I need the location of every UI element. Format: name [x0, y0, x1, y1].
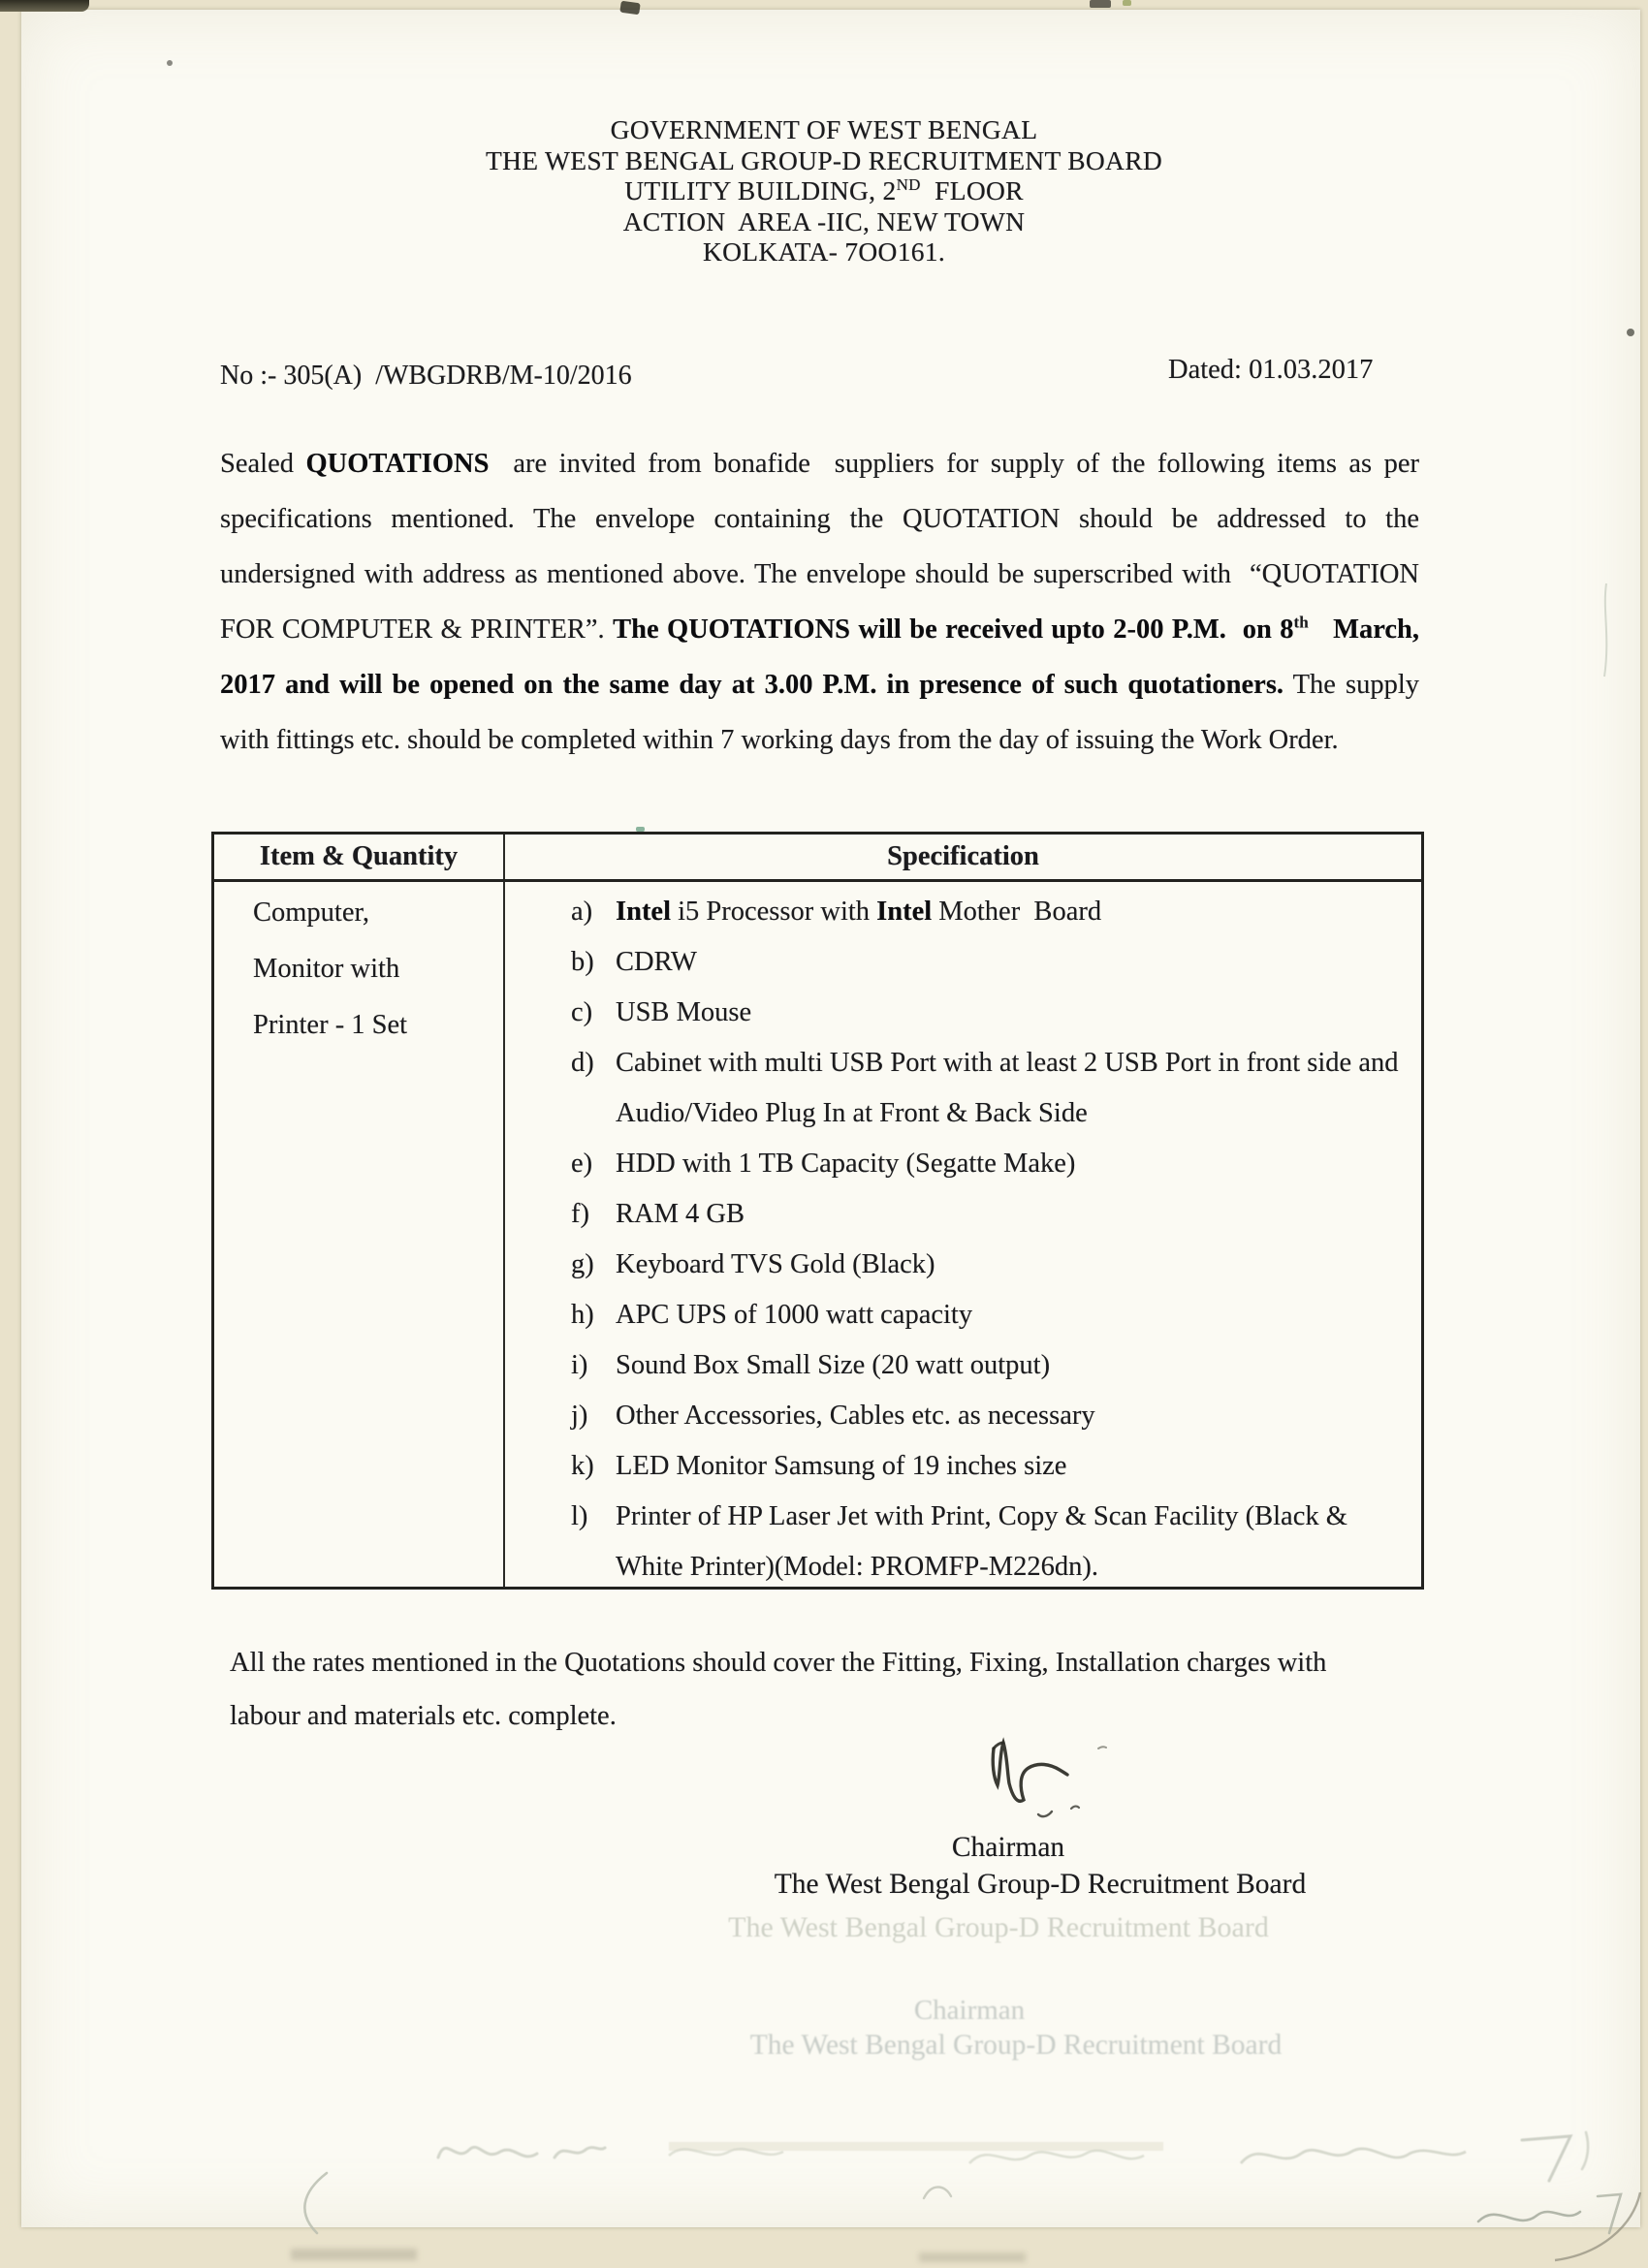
spec-text: RAM 4 GB [616, 1199, 745, 1229]
table-header-item-quantity: Item & Quantity [259, 841, 459, 871]
spec-a-text-1: i5 Processor with [671, 897, 877, 927]
spec-a-text-2: Mother Board [932, 897, 1102, 927]
spec-a-bold-2: Intel [876, 897, 933, 927]
spec-item-f [505, 1189, 1417, 1240]
spec-item-d [505, 1038, 1417, 1139]
spec-label: j) [571, 1401, 588, 1431]
spec-item-k [505, 1441, 1417, 1492]
letterhead-line-city: KOLKATA- 7OO161. [702, 236, 946, 267]
spec-item-b [505, 937, 1417, 988]
spec-text: Sound Box Small Size (20 watt output) [616, 1350, 1051, 1380]
para-run-quotations-bold: QUOTATIONS [305, 449, 490, 479]
spec-item-e [505, 1139, 1417, 1189]
spec-label: k) [571, 1451, 594, 1481]
spec-text: Keyboard TVS Gold (Black) [616, 1249, 935, 1279]
spec-text: Other Accessories, Cables etc. as necessary [616, 1401, 1095, 1431]
spec-label: g) [571, 1249, 594, 1279]
ghost-chairman-line: Chairman [913, 1995, 1026, 2026]
building-suffix: FLOOR [920, 175, 1024, 205]
scan-smudge-bottom-2 [919, 2252, 1026, 2262]
spec-text: USB Mouse [616, 997, 752, 1027]
building-prefix: UTILITY BUILDING, 2 [624, 175, 897, 205]
spec-label: f) [571, 1199, 589, 1229]
pencil-arc-left [286, 2169, 344, 2237]
spec-text: LED Monitor Samsung of 19 inches size [616, 1451, 1067, 1481]
para-run-3: are invited from bonafide suppliers for supply of the following items as per specifications mentioned. The envelope containing the QUOTATION should be addressed to the undersigned with address as mentioned above. The envelope should be superscribed with “QUOTATION FOR COMPUTER & PRINTER”. [220, 449, 1420, 645]
para-run-th-sup: th [1293, 613, 1309, 632]
spec-text: Printer of HP Laser Jet with Print, Copy & Scan Facility (Black & White Printer)(Model: PROMFP-M226dn). [616, 1501, 1347, 1582]
reference-number: No :- 305(A) /WBGDRB/M-10/2016 [220, 361, 632, 391]
scan-edge-artifact-topleft [0, 0, 89, 12]
spec-item-a [505, 887, 1417, 937]
spec-item-h [505, 1290, 1417, 1340]
spec-label: b) [571, 947, 594, 977]
spec-label: e) [571, 1149, 593, 1179]
scan-scratch-right [1600, 582, 1613, 678]
scan-speck-green-table [636, 827, 645, 832]
date-line: Dated: 01.03.2017 [1168, 355, 1374, 385]
spec-text: APC UPS of 1000 watt capacity [616, 1300, 973, 1330]
scan-speck-top-2 [1090, 0, 1111, 8]
spec-item-l [505, 1492, 1417, 1592]
letterhead-line-area: ACTION AREA -IIC, NEW TOWN [622, 205, 1026, 236]
spec-item-g [505, 1240, 1417, 1290]
spec-label: h) [571, 1300, 594, 1330]
ghost-organization-line-2: The West Bengal Group-D Recruitment Board [749, 2030, 1283, 2061]
item-quantity-cell [214, 885, 540, 1054]
scan-smudge-bottom-1 [291, 2249, 417, 2260]
rates-note: All the rates mentioned in the Quotations should cover the Fitting, Fixing, Installation charges with labour and materials etc. complete. [230, 1648, 1327, 1731]
spec-label: i) [571, 1350, 588, 1380]
item-line-2: Monitor with [253, 954, 400, 984]
spec-text: Cabinet with multi USB Port with at least 2 USB Port in front side and Audio/Video Plug In at Front & Back Side [616, 1048, 1399, 1128]
table-header-specification: Specification [887, 841, 1039, 871]
signature-scribble [965, 1735, 1120, 1832]
spec-item-i [505, 1340, 1417, 1391]
para-run-7: The supply with fittings etc. should be completed within 7 working days from the day of issuing the Work Order. [220, 670, 1420, 755]
para-run-deadline-bold: The QUOTATIONS will be received upto 2-00 P.M. on 8 [613, 614, 1294, 645]
scan-speck-top-1 [619, 1, 640, 16]
spec-item-c [505, 988, 1417, 1038]
letterhead [16, 114, 1632, 268]
para-run-deadline-bold-2: March, 2017 and will be opened on the same day at 3.00 P.M. in presence of such quotationers. [220, 614, 1419, 700]
specification-list [505, 887, 1417, 1592]
spec-text [616, 887, 1417, 937]
signatory-title: Chairman [951, 1832, 1065, 1863]
spec-item-j [505, 1391, 1417, 1441]
scan-dot-left [167, 60, 173, 66]
pencil-mark-center [916, 2175, 965, 2214]
spec-text: CDRW [616, 947, 697, 977]
letterhead-line-government: GOVERNMENT OF WEST BENGAL [610, 114, 1038, 144]
item-line-1: Computer, [253, 898, 369, 928]
letterhead-line-board: THE WEST BENGAL GROUP-D RECRUITMENT BOARD [485, 144, 1163, 175]
notice-paragraph [220, 436, 1419, 768]
spec-label: a) [571, 897, 593, 927]
spec-label: d) [571, 1048, 594, 1078]
spec-a-bold-1: Intel [616, 897, 671, 927]
signatory-organization: The West Bengal Group-D Recruitment Board [774, 1869, 1307, 1900]
building-ordinal-sup: ND [896, 174, 921, 194]
scan-dot-right [1627, 329, 1634, 336]
letterhead-line-building [16, 175, 1632, 206]
page-corner-curl [1549, 2187, 1648, 2266]
para-run-1: Sealed [220, 449, 306, 479]
ghost-organization-line-1: The West Bengal Group-D Recruitment Board [728, 1911, 1269, 1943]
spec-text: HDD with 1 TB Capacity (Segatte Make) [616, 1149, 1076, 1179]
spec-label: c) [571, 997, 593, 1027]
scan-speck-top-green [1123, 0, 1131, 6]
ghost-handwriting [427, 2113, 1638, 2205]
specification-table [211, 832, 1424, 1590]
spec-label: l) [571, 1501, 588, 1531]
item-line-3: Printer - 1 Set [253, 1010, 408, 1040]
